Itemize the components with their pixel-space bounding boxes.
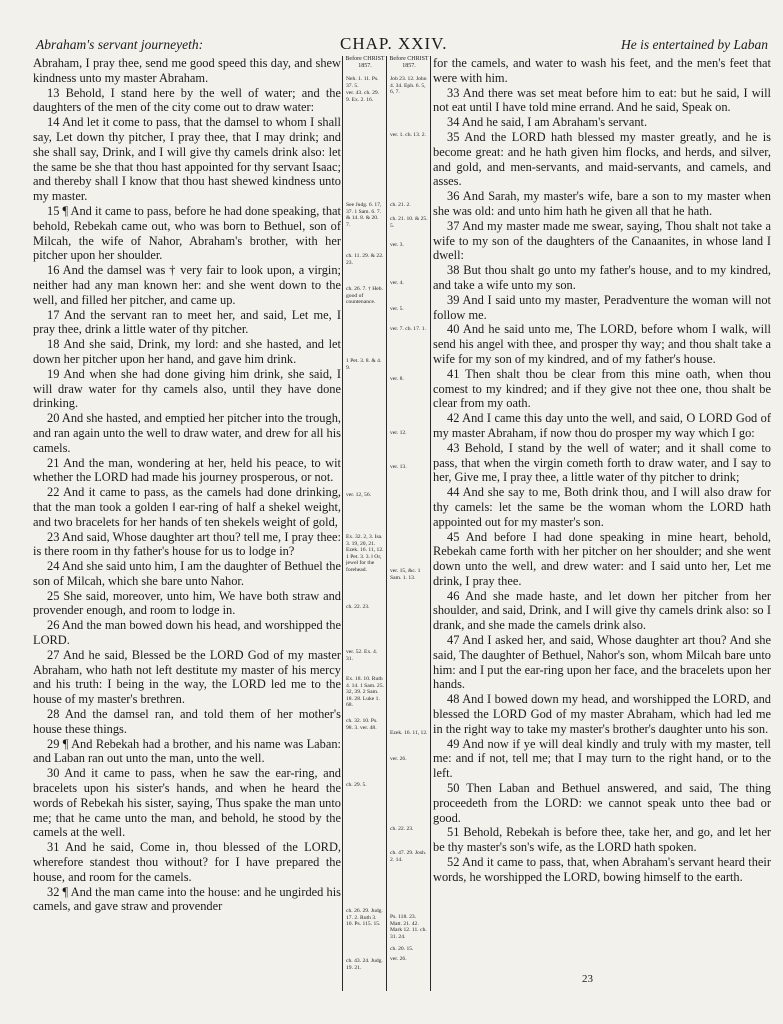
right-text-column [433, 56, 771, 885]
verse-paragraph: 25 She said, moreover, unto him, We have both straw and provender enough, and room to lodge in. [33, 588, 341, 618]
verse-paragraph: 40 And he said unto me, The LORD, before whom I walk, will send his angel with thee, and prosper thy way; and thou shalt take a wife for my son of my kindred, and of my father's house. [433, 322, 771, 366]
verse-paragraph: 33 And there was set meat before him to eat: but he said, I will not eat until I have told mine errand. And he said, Speak on. [433, 85, 771, 115]
verse-paragraph: 17 And the servant ran to meet her, and said, Let me, I pray thee, drink a little water of thy pitcher. [33, 307, 341, 337]
cross-reference: ch. 22. 23. [390, 826, 414, 832]
cross-reference: ch. 22. 23. [346, 604, 370, 610]
page-number: 23 [582, 973, 593, 985]
margin-heading: Before CHRIST 1857. [345, 56, 385, 69]
cross-reference: ch. 20. 15. [390, 946, 414, 952]
cross-reference: ch. 43. 24. Judg. 19. 21. [346, 958, 383, 971]
verse-paragraph: 47 And I asked her, and said, Whose daughter art thou? And she said, The daughter of Bethuel, Nahor's son, whom Milcah bare unto him: and I put the ear-ring upon her face, and the bracelets upon her hands. [433, 633, 771, 692]
verse-paragraph: 22 And it came to pass, as the camels had done drinking, that the man took a golden ‖ ear-ring of half a shekel weight, and two bracelets for her hands of ten shekels weight of gold, [33, 485, 341, 529]
cross-reference: Ex. 18. 10. Ruth 4. 14. 1 Sam. 25. 32, 39. 2 Sam. 18. 28. Luke 1. 68. [346, 676, 384, 709]
verse-paragraph: 43 Behold, I stand by the well of water; and it shall come to pass, that when the virgin cometh forth to draw water, and I say to her, Give me, I pray thee, a little water of thy pitcher to drink; [433, 440, 771, 485]
cross-reference: ch. 47. 29. Josh. 2. 14. [390, 850, 427, 863]
cross-reference: ver. 43. ch. 29. 9. Ex. 2. 16. [346, 90, 380, 103]
cross-reference: ver. 26. [390, 756, 407, 762]
verse-paragraph: 14 And let it come to pass, that the damsel to whom I shall say, Let down thy pitcher, I pray thee, that I may drink; and she shall say, Drink, and I will give thy camels drink also: let the same be she that thou hast appointed for thy servant Isaac; and thereby shall I know that thou hast shewed kindness unto my master. [33, 115, 341, 204]
verse-paragraph: 50 Then Laban and Bethuel answered, and said, The thing proceedeth from the LORD: we cannot speak unto thee bad or good. [433, 781, 771, 825]
verse-paragraph: 27 And he said, Blessed be the LORD God of my master Abraham, who hath not left destitute my master of his mercy and his truth: I being in the way, the LORD led me to the house of my master's brethren. [33, 647, 341, 707]
verse-paragraph: 24 And she said unto him, I am the daughter of Bethuel the son of Milcah, which she bare unto Nahor. [33, 559, 341, 588]
verse-paragraph: 16 And the damsel was † very fair to look upon, a virgin; neither had any man known her: and she went down to the well, and filled her pitcher, and came up. [33, 263, 341, 307]
cross-reference: Neh. 1. 11. Ps. 37. 5. [346, 76, 379, 89]
cross-reference: Ex. 32. 2, 3. Isa. 3. 19, 20, 21. Ezek. 16. 11, 12. 1 Pet. 3. 3. ‖ Or, jewel for the forehead. [346, 534, 384, 573]
column-rule [430, 56, 431, 991]
left-text-column [33, 56, 341, 914]
cross-reference: ver. 4. [390, 280, 404, 286]
verse-paragraph: 21 And the man, wondering at her, held his peace, to wit whether the LORD had made his journey prosperous, or not. [33, 455, 341, 485]
running-header [36, 34, 768, 56]
verse-paragraph: 18 And she said, Drink, my lord: and she hasted, and let down her pitcher upon her hand, and gave him drink. [33, 337, 341, 366]
verse-paragraph: 44 And she say to me, Both drink thou, and I will also draw for thy camels: let the same be the woman whom the LORD hath appointed out for my master's son. [433, 485, 771, 529]
verse-paragraph: 32 ¶ And the man came into the house: and he ungirded his camels, and gave straw and provender [33, 884, 341, 914]
verse-paragraph: 28 And the damsel ran, and told them of her mother's house these things. [33, 707, 341, 736]
verse-paragraph: 31 And he said, Come in, thou blessed of the LORD, wherefore standest thou without? for I have prepared the house, and room for the camels. [33, 840, 341, 884]
cross-reference: Ezek. 16. 11, 12. [390, 730, 428, 736]
verse-paragraph: 20 And she hasted, and emptied her pitcher into the trough, and ran again unto the well to draw water, and drew for all his camels. [33, 411, 341, 455]
cross-reference: ch. 26. 29. Judg. 17. 2. Ruth 3. 10. Ps. 115. 15. [346, 908, 383, 928]
column-rule [386, 56, 387, 991]
cross-reference: ch. 11. 29. & 22. 23. [346, 253, 384, 266]
verse-paragraph: 39 And I said unto my master, Peradventure the woman will not follow me. [433, 292, 771, 322]
verse-paragraph: 49 And now if ye will deal kindly and truly with my master, tell me: and if not, tell me; that I may turn to the right hand, or to the left. [433, 736, 771, 781]
cross-reference: See Judg. 6. 17, 37. 1 Sam. 6. 7. & 14. 8. & 20. 7. [346, 202, 382, 228]
cross-reference: ver. 12, 56. [346, 492, 372, 498]
verse-paragraph: 29 ¶ And Rebekah had a brother, and his name was Laban: and Laban ran out unto the man, unto the well. [33, 736, 341, 766]
verse-paragraph: 13 Behold, I stand here by the well of water; and the daughters of the men of the city come out to draw water: [33, 85, 341, 115]
cross-reference: ver. 1. ch. 13. 2. [390, 132, 426, 138]
cross-reference: Ps. 118. 23. Matt. 21. 42. Mark 12. 11. ch. 31. 24. [390, 914, 427, 940]
header-right-title: He is entertained by Laban [621, 37, 768, 52]
cross-reference: ver. 52. Ex. 4. 31. [346, 649, 378, 662]
cross-reference: ch. 26. 7. † Heb. good of countenance. [346, 286, 383, 306]
verse-paragraph: 46 And she made haste, and let down her pitcher from her shoulder, and said, Drink, and I will give thy camels drink also: so I drank, and she made the camels drink also. [433, 588, 771, 633]
verse-paragraph: 42 And I came this day unto the well, and said, O LORD God of my master Abraham, if now thou do prosper my way which I go: [433, 411, 771, 440]
cross-reference: ver. 15, &c. 1 Sam. 1. 13. [390, 568, 421, 581]
verse-paragraph: Abraham, I pray thee, send me good speed this day, and shew kindness unto my master Abraham. [33, 56, 341, 85]
cross-reference: ver. 5. [390, 306, 404, 312]
cross-reference: ver. 3. [390, 242, 404, 248]
verse-paragraph: 41 Then shalt thou be clear from this mine oath, when thou comest to my kindred; and if they give not thee one, thou shalt be clear from my oath. [433, 366, 771, 411]
cross-reference: ver. 7. ch. 17. 1. [390, 326, 426, 332]
left-cross-references [345, 56, 385, 991]
verse-paragraph: 51 Behold, Rebekah is before thee, take her, and go, and let her be thy master's son's wife, as the LORD hath spoken. [433, 825, 771, 855]
cross-reference: ch. 21. 10. & 25. 5. [390, 216, 428, 229]
cross-reference: ver. 12. [390, 430, 407, 436]
chapter-heading: CHAP. XXIV. [340, 34, 448, 53]
verse-paragraph: 35 And the LORD hath blessed my master greatly, and he is become great: and he hath given him flocks, and herds, and silver, and gold, and men-servants, and maid-servants, and camels, and asses. [433, 129, 771, 189]
cross-reference: ver. 26. [390, 956, 407, 962]
verse-paragraph: 30 And it came to pass, when he saw the ear-ring, and bracelets upon his sister's hands, and when he heard the words of Rebekah his sister, saying, Thus spake the man unto me; that he came unto the man, and behold, he stood by the camels at the well. [33, 766, 341, 840]
verse-paragraph: 36 And Sarah, my master's wife, bare a son to my master when she was old: and unto him hath he given all that he hath. [433, 189, 771, 218]
column-rule [342, 56, 343, 991]
verse-paragraph: 52 And it came to pass, that, when Abraham's servant heard their words, he worshipped the LORD, bowing himself to the earth. [433, 855, 771, 884]
verse-paragraph: 45 And before I had done speaking in mine heart, behold, Rebekah came forth with her pitcher on her shoulder; and she went down unto the well, and drew water: and I said unto her, Let me drink, I pray thee. [433, 529, 771, 588]
verse-paragraph: 26 And the man bowed down his head, and worshipped the LORD. [33, 618, 341, 648]
verse-paragraph: 37 And my master made me swear, saying, Thou shalt not take a wife to my son of the daughters of the Canaanites, in whose land I dwell: [433, 218, 771, 263]
cross-reference: Job 23. 12. John 4. 34. Eph. 6. 5, 6, 7. [390, 76, 427, 96]
cross-reference: ch. 21. 2. [390, 202, 411, 208]
header-left-title: Abraham's servant journeyeth: [36, 37, 204, 52]
margin-heading: Before CHRIST 1857. [389, 56, 429, 69]
cross-reference: ch. 29. 5. [346, 782, 367, 788]
cross-reference: 1 Pet. 3. 8. & 4. 9. [346, 358, 382, 371]
verse-paragraph: 19 And when she had done giving him drink, she said, I will draw water for thy camels also, until they have done drinking. [33, 366, 341, 411]
verse-paragraph: 38 But thou shalt go unto my father's house, and to my kindred, and take a wife unto my son. [433, 263, 771, 292]
verse-paragraph: 23 And said, Whose daughter art thou? tell me, I pray thee: is there room in thy father's house for us to lodge in? [33, 529, 341, 559]
verse-paragraph: 34 And he said, I am Abraham's servant. [447, 115, 648, 130]
cross-reference: ch. 32. 10. Ps. 98. 3. ver. 48. [346, 718, 378, 731]
verse-paragraph: 48 And I bowed down my head, and worshipped the LORD, and blessed the LORD God of my master Abraham, which had led me in the right way to take my master's brother's daughter unto his son. [433, 692, 771, 736]
right-cross-references [389, 56, 429, 991]
cross-reference: ver. 8. [390, 376, 404, 382]
verse-paragraph: 15 ¶ And it came to pass, before he had done speaking, that behold, Rebekah came out, who was born to Bethuel, son of Milcah, the wife of Nahor, Abraham's brother, with her pitcher upon her shoulder. [33, 203, 341, 263]
verse-paragraph: for the camels, and water to wash his feet, and the men's feet that were with him. [433, 56, 771, 85]
cross-reference: ver. 13. [390, 464, 407, 470]
